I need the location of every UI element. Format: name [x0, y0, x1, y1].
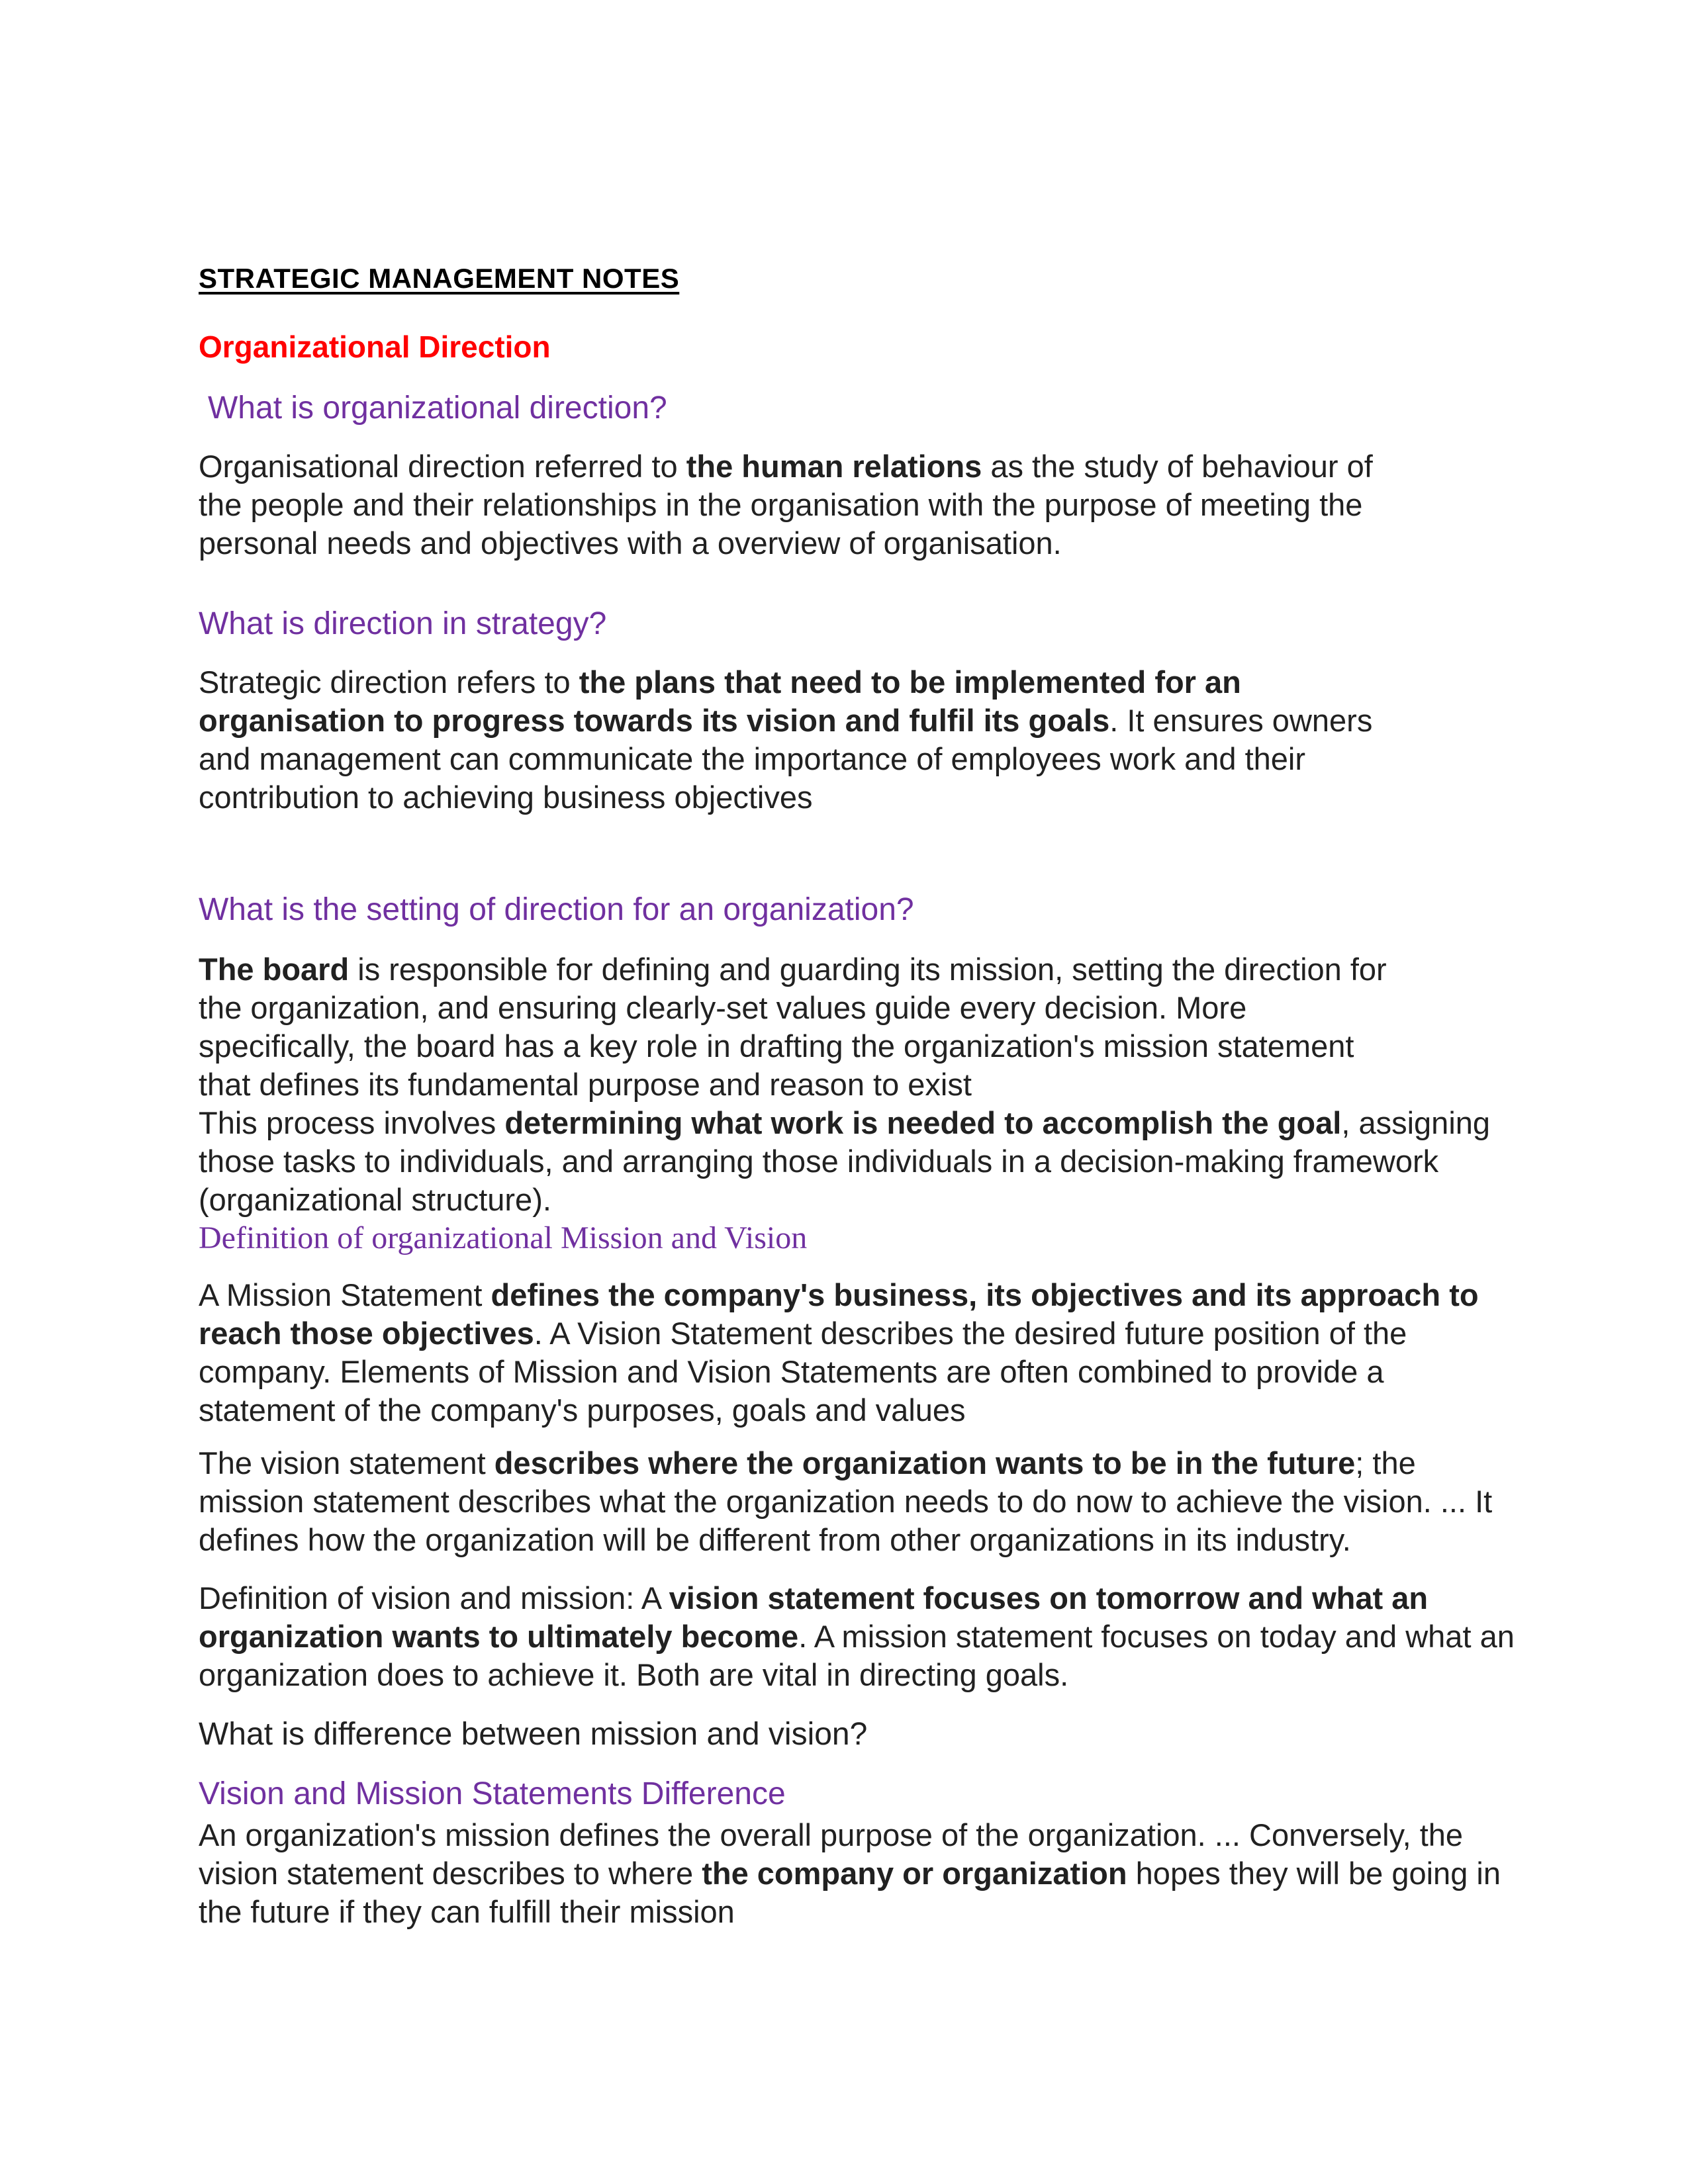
- heading-what-is-organizational-direction: What is organizational direction?: [208, 390, 667, 426]
- bold-text-run: the plans that need to be implemented for an: [579, 664, 1241, 700]
- text-run: Definition of vision and mission: A: [199, 1580, 669, 1615]
- text-run: A Mission Statement: [199, 1277, 491, 1312]
- bold-text-run: determining what work is needed to accomplish the goal: [504, 1105, 1342, 1140]
- paragraph-strategic-direction-definition: [199, 663, 1523, 817]
- text-run: is responsible for defining and guarding its mission, setting the direction for: [349, 952, 1387, 987]
- text-run: hopes they will be going in: [1127, 1856, 1501, 1891]
- text-run: . It ensures owners: [1109, 703, 1373, 738]
- text-run: (organizational structure).: [199, 1182, 551, 1217]
- text-run: . A mission statement focuses on today and what an: [798, 1619, 1515, 1654]
- text-run: the organization, and ensuring clearly-set values guide every decision. More: [199, 990, 1247, 1025]
- paragraph-organizational-direction-definition: [199, 447, 1523, 563]
- text-run: the people and their relationships in the organisation with the purpose of meeting the: [199, 487, 1363, 522]
- text-run: and management can communicate the importance of employees work and their: [199, 741, 1306, 776]
- bold-text-run: organisation to progress towards its vision and fulfil its goals: [199, 703, 1110, 738]
- paragraph-mission-statement-definition: [199, 1276, 1523, 1430]
- text-run: Strategic direction refers to: [199, 664, 579, 700]
- text-run: contribution to achieving business objectives: [199, 780, 813, 815]
- text-run: An organization's mission defines the overall purpose of the organization. ... Conversely, the: [199, 1817, 1464, 1852]
- text-run: those tasks to individuals, and arranging those individuals in a decision-making framework: [199, 1144, 1439, 1179]
- bold-text-run: organization wants to ultimately become: [199, 1619, 799, 1654]
- heading-vision-mission-statements-difference: Vision and Mission Statements Difference: [199, 1776, 786, 1811]
- document-title: STRATEGIC MANAGEMENT NOTES: [199, 263, 680, 294]
- text-run: ; the: [1355, 1445, 1416, 1480]
- bold-text-run: reach those objectives: [199, 1316, 534, 1351]
- text-run: defines how the organization will be different from other organizations in its industry.: [199, 1522, 1351, 1557]
- text-run: . A Vision Statement describes the desired future position of the: [534, 1316, 1407, 1351]
- bold-text-run: defines the company's business, its objectives and its approach to: [491, 1277, 1479, 1312]
- paragraph-definition-vision-mission: [199, 1579, 1523, 1694]
- text-run: mission statement describes what the organization needs to do now to achieve the vision. ... It: [199, 1484, 1493, 1519]
- heading-organizational-direction: Organizational Direction: [199, 330, 551, 364]
- paragraph-board-responsibility: [199, 950, 1523, 1219]
- text-run: Organisational direction referred to: [199, 449, 686, 484]
- text-run: the future if they can fulfill their mission: [199, 1894, 735, 1929]
- text-run: as the study of behaviour of: [982, 449, 1373, 484]
- heading-difference-mission-vision: What is difference between mission and vision?: [199, 1717, 868, 1752]
- text-run: specifically, the board has a key role in drafting the organization's mission statement: [199, 1028, 1354, 1064]
- text-run: , assigning: [1341, 1105, 1491, 1140]
- text-run: The vision statement: [199, 1445, 494, 1480]
- bold-text-run: the company or organization: [702, 1856, 1127, 1891]
- text-run: organization does to achieve it. Both are vital in directing goals.: [199, 1657, 1069, 1692]
- bold-text-run: vision statement focuses on tomorrow and what an: [669, 1580, 1429, 1615]
- document-content: [199, 262, 1523, 1931]
- heading-definition-mission-vision: Definition of organizational Mission and Vision: [199, 1220, 808, 1255]
- paragraph-mission-vision-difference-explanation: [199, 1816, 1523, 1931]
- text-run: statement of the company's purposes, goals and values: [199, 1392, 966, 1428]
- text-run: personal needs and objectives with a overview of organisation.: [199, 525, 1062, 561]
- text-run: This process involves: [199, 1105, 505, 1140]
- heading-what-is-direction-in-strategy: What is direction in strategy?: [199, 606, 607, 641]
- heading-setting-of-direction: What is the setting of direction for an organization?: [199, 892, 914, 927]
- text-run: vision statement describes to where: [199, 1856, 702, 1891]
- bold-text-run: The board: [199, 952, 350, 987]
- text-run: company. Elements of Mission and Vision Statements are often combined to provide a: [199, 1354, 1384, 1389]
- text-run: that defines its fundamental purpose and reason to exist: [199, 1067, 972, 1102]
- bold-text-run: the human relations: [686, 449, 982, 484]
- paragraph-vision-vs-mission: [199, 1444, 1523, 1559]
- bold-text-run: describes where the organization wants to be in the future: [494, 1445, 1356, 1480]
